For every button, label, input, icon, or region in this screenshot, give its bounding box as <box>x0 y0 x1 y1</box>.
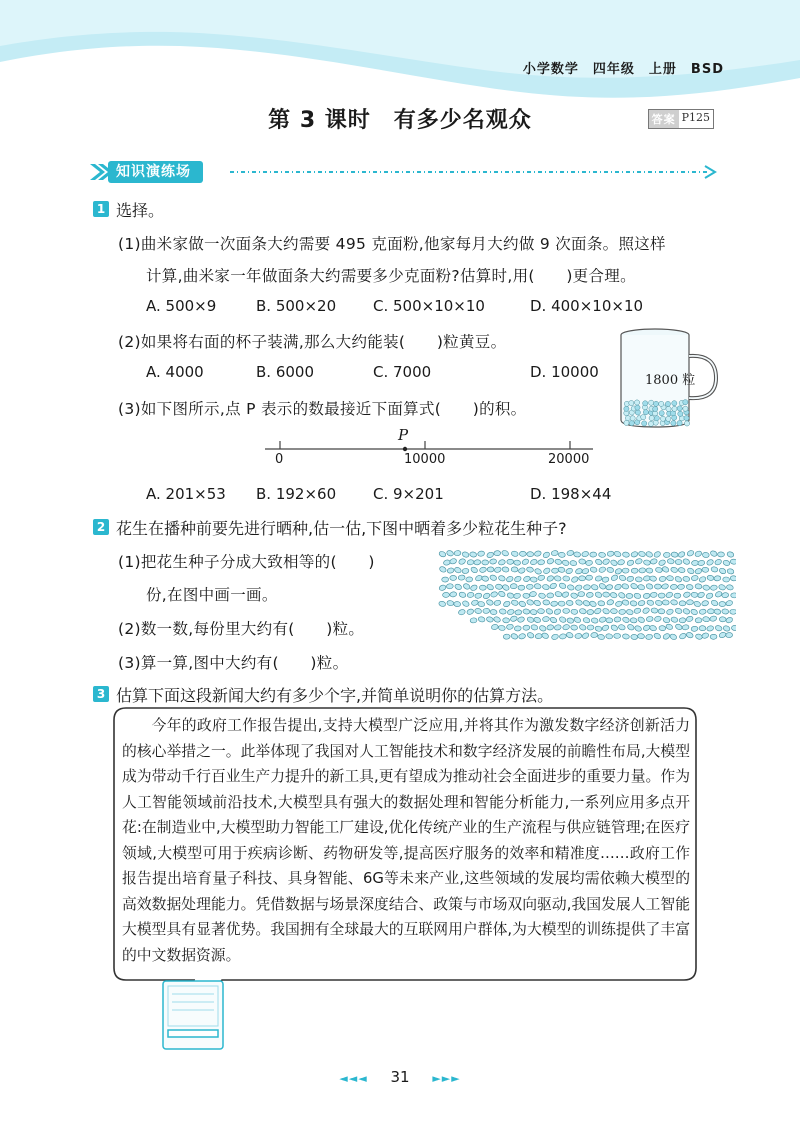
cup-bean-count-label: 1800 粒 <box>645 373 696 388</box>
q1-p3-option-a: A. 201×53 <box>146 485 226 503</box>
header-wave <box>0 0 800 110</box>
answer-label: 答案 <box>649 110 679 128</box>
q1-p2-option-c: C. 7000 <box>373 363 432 381</box>
q2-stem: 花生在播种前要先进行晒种,估一估,下图中晒着多少粒花生种子? <box>116 519 567 538</box>
point-p-label: P <box>398 426 409 444</box>
q1-p3-option-b: B. 192×60 <box>256 485 337 503</box>
point-p-marker <box>403 447 407 451</box>
peanut-seeds-illustration <box>436 548 736 643</box>
tick-label-10000: 10000 <box>404 452 446 467</box>
answer-page: P125 <box>681 111 710 124</box>
page-number: 31 <box>390 1068 410 1086</box>
q1-p2-option-a: A. 4000 <box>146 363 204 381</box>
book-tag: 小学数学 四年级 上册 BSD <box>522 62 724 77</box>
q1-part1-line1: (1)曲米家做一次面条大约需要 495 克面粉,他家每月大约做 9 次面条。照这样 <box>118 235 666 253</box>
page-footer <box>0 1068 800 1086</box>
news-passage: 今年的政府工作报告提出,支持大模型广泛应用,并将其作为激发数字经济创新活力的核心举措之一。此举体现了我国对人工智能技术和数字经济发展的前瞻性布局,大模型成为带动千行百业生产力提升的新工具,更有望成为推动社会全面进步的重要力量。作为人工智能领域前沿技术,大模型具有强大的数据处理和智能分析能力,一系列应用多点开花:在制造业中,大模型助力智能工厂建设,优化传统产业的生产流程与供应链管理;在医疗领域,大模型可用于疾病诊断、药物研发等,提高医疗服务的效率和精准度……政府工作报告提出培育量子科技、具身智能、6G等未来产业,这些领域的发展均需依赖大模型的高效数据处理能力。凭借数据与场景深度结合、政策与市场双向驱动,我国发展人工智能大模型具有显著优势。我国拥有全球最大的互联网用户群体,为大模型的训练提供了丰富的中文数据资源。 <box>122 717 690 964</box>
lesson-title: 第 3 课时 有多少名观众 <box>268 108 532 133</box>
tick-label-20000: 20000 <box>548 452 590 467</box>
question-number-2: 2 <box>93 519 109 535</box>
q3-stem: 估算下面这段新闻大约有多少个字,并简单说明你的估算方法。 <box>116 686 554 705</box>
answer-reference <box>648 109 714 129</box>
phone-icon <box>162 980 224 1050</box>
footer-right-arrows: ►►► <box>432 1072 461 1085</box>
question-number-3: 3 <box>93 686 109 702</box>
footer-left-arrows: ◄◄◄ <box>339 1072 368 1085</box>
number-line <box>265 425 595 475</box>
q2-part3-line: (3)算一算,图中大约有( )粒。 <box>118 654 349 672</box>
q1-p2-option-b: B. 6000 <box>256 363 315 381</box>
q1-p1-option-c: C. 500×10×10 <box>373 297 485 315</box>
q1-part3-line: (3)如下图所示,点 P 表示的数最接近下面算式( )的积。 <box>118 400 527 418</box>
q1-p1-option-b: B. 500×20 <box>256 297 337 315</box>
q1-stem: 选择。 <box>116 201 165 220</box>
q1-p1-option-a: A. 500×9 <box>146 297 217 315</box>
q1-p1-option-d: D. 400×10×10 <box>530 297 644 315</box>
q1-p3-option-d: D. 198×44 <box>530 485 612 503</box>
q1-part2-line: (2)如果将右面的杯子装满,那么大约能装( )粒黄豆。 <box>118 333 507 351</box>
section-label: 知识演练场 <box>108 161 203 183</box>
q1-part1-line2: 计算,曲米家一年做面条大约需要多少克面粉?估算时,用( )更合理。 <box>146 267 636 285</box>
q2-part1-line1: (1)把花生种子分成大致相等的( ) <box>118 553 375 571</box>
tick-label-0: 0 <box>275 452 284 467</box>
q2-part2-line: (2)数一数,每份里大约有( )粒。 <box>118 620 365 638</box>
q2-part1-line2: 份,在图中画一画。 <box>146 586 278 604</box>
q1-p2-option-d: D. 10000 <box>530 363 599 381</box>
q1-p3-option-c: C. 9×201 <box>373 485 444 503</box>
question-number-1: 1 <box>93 201 109 217</box>
